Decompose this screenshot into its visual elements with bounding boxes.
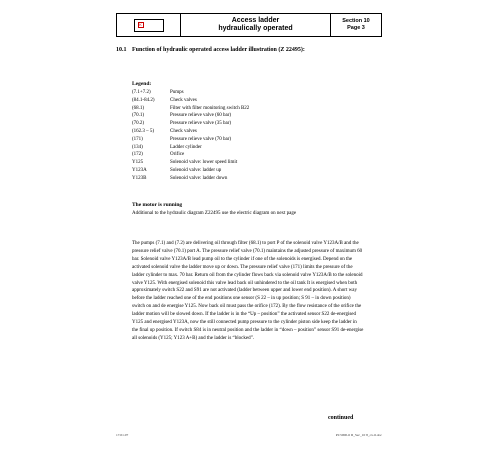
legend-item bbox=[132, 167, 372, 175]
section-number: 10.1 bbox=[116, 47, 127, 53]
legend-item bbox=[132, 159, 372, 167]
legend-item bbox=[132, 105, 372, 113]
header-title-line2: hydraulically operated bbox=[218, 25, 293, 32]
legend-code: Y123B bbox=[132, 175, 147, 181]
legend-description: Solenoid valve: ladder down bbox=[170, 175, 228, 181]
intro-paragraph: Additional to the hydraulic diagram Z22495 use the electric diagram on next page bbox=[132, 211, 297, 216]
legend-description: Pressure relieve valve (60 bar) bbox=[170, 113, 232, 119]
header-title bbox=[181, 14, 331, 36]
legend-description: Check valves bbox=[170, 97, 197, 103]
legend-item bbox=[132, 89, 372, 97]
legend-description: Ladder cylinder bbox=[170, 144, 202, 150]
footer-date: 17.01.07 bbox=[116, 433, 129, 437]
legend-description: Check valves bbox=[170, 128, 197, 134]
legend-title: Legend: bbox=[132, 81, 152, 87]
motor-heading: The motor is running bbox=[132, 202, 183, 208]
legend-code: (70.2) bbox=[132, 121, 145, 127]
legend-code: (68.1) bbox=[132, 105, 145, 111]
header-section bbox=[331, 14, 381, 36]
legend-item bbox=[132, 120, 372, 128]
legend-code: Y125 bbox=[132, 160, 144, 166]
legend-code: (70.1) bbox=[132, 113, 145, 119]
footer-filename: PC5000-6 II_Sec_10 8_ov-6.doc bbox=[335, 433, 382, 437]
legend-description: Solenoid valve: ladder up bbox=[170, 167, 222, 173]
continued-label: continued bbox=[328, 415, 354, 421]
legend-code: Y123A bbox=[132, 167, 147, 173]
legend-description: Solenoid valve: lower speed limit bbox=[170, 160, 238, 166]
legend-description: Pressure relieve valve (70 bar) bbox=[170, 136, 232, 142]
legend-item bbox=[132, 97, 372, 105]
logo-icon: K bbox=[139, 22, 142, 27]
legend-code: (162.3 – 5) bbox=[132, 128, 155, 134]
legend-list bbox=[132, 89, 372, 183]
section-label: Section 10 bbox=[342, 18, 370, 24]
header-title-line1: Access ladder bbox=[231, 17, 280, 24]
legend-description: Pressure relieve valve (35 bar) bbox=[170, 121, 232, 127]
legend-description: Orifice bbox=[170, 152, 185, 158]
logo-cell bbox=[117, 14, 181, 36]
main-paragraph: The pumps (7.1) and (7.2) are delivering oil through filter (68.1) to port P of the solenoid valve Y123A/B and the pressure relief valve (70.1) port A. The pressure relief valve (70.1) maintains the adjusted pressure of maximum 60 bar. Solenoid valve Y123A/B lead pump oil to the cylinder if one of the solenoids is energised. Depend on the activated solenoid valve the ladder move up or down. The pressure relief valve (171) limits the pressure of the ladder cylinder to max. 70 bar. Return oil from the cylinder flows back via solenoid valve Y123A/B to the solenoid valve Y125. With energised solenoid this valve lead back oil unhindered to the oil tank It is energised when both approximately switch S22 and S91 are not activated (ladder between upper and lower end position). A short way before the ladder reached one of the end positions one sensor (S 22 – in up position; S 91 – in down position) switch on and de energise Y125. Now back oil must pass the orifice (172). By the flow resistance of the orifice the ladder motion will be slowed down. If the ladder is in the “Up – position” the activated sensor S22 de-energised Y125 and energised Y123A, now the still connected pump pressure to the cylinder piston side keep the ladder in the final up position. If switch S84 is in neutral position and the ladder in “down – position” sensor S91 de-energise all solenoids (Y125; Y123 A+B) and the ladder is “blocked”. bbox=[132, 241, 364, 341]
page-label: Page 3 bbox=[347, 25, 365, 31]
legend-description: Filter with filter monitoring switch B22 bbox=[170, 105, 250, 111]
legend-code: (172) bbox=[132, 152, 143, 158]
legend-code: (171) bbox=[132, 136, 143, 142]
legend-item bbox=[132, 112, 372, 120]
legend-code: (84.1-84.2) bbox=[132, 97, 155, 103]
section-title: Function of hydraulic operated access ladder illustration (Z 22495): bbox=[132, 47, 305, 53]
legend-description: Pumps bbox=[170, 90, 184, 95]
page-header bbox=[116, 13, 382, 37]
legend-code: (7.1+7.2) bbox=[132, 90, 151, 95]
legend-item bbox=[132, 144, 372, 152]
legend-item bbox=[132, 151, 372, 159]
legend-item bbox=[132, 175, 372, 183]
legend-code: (134) bbox=[132, 144, 143, 150]
company-logo bbox=[134, 19, 164, 32]
legend-item bbox=[132, 128, 372, 136]
legend-item bbox=[132, 136, 372, 144]
